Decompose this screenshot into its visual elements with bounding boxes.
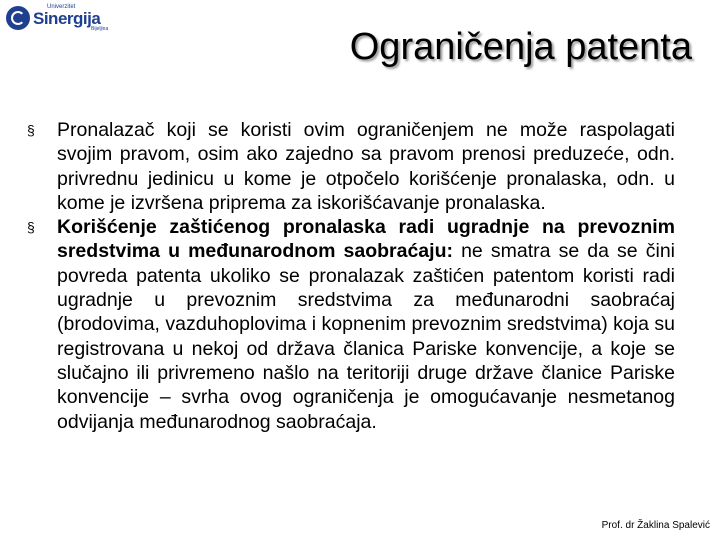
- logo-sub-text: Bijeljina: [91, 26, 109, 32]
- bullet-text: Pronalazač koji se koristi ovim ograničenjem ne može raspolagati svojim pravom, osim ako zajedno sa pravom prenosi preduzeće, odn. privrednu jedinicu u kome je otpočelo korišćenje pronalaska, odn. u kome je izvršena priprema za iskorišćavanje pronalaska.: [57, 119, 675, 214]
- bullet-text: ne smatra se da se čini povreda patenta ukoliko se pronalazak zaštićen patentom koristi radi ugradnje u prevoznim sredstvima za međunarodni saobraćaj (brodovima, vazduhoplovima i kopnenim prevoznim sredstvima) koja su registrovana u nekoj od država članica Pariske konvencije, a koje se slučajno ili privremeno našlo na teritoriji druge države članice Pariske konvencije – svrha ovog ograničenja je omogućavanje nesmetanog odvijanja međunarodnog saobraćaja.: [57, 240, 675, 433]
- bullet-marker-icon: §: [27, 122, 35, 138]
- bullet-bold-text: Korišćenje zaštićenog pronalaska radi ugradnje na prevoznim sredstvima u međunarodnom saobraćaju:: [57, 216, 675, 263]
- logo-name: Sinergija: [33, 9, 101, 28]
- author-credit: Prof. dr Žaklina Spalević: [601, 520, 710, 531]
- bullet-marker-icon: §: [27, 219, 35, 236]
- bullet-text-container: [57, 215, 675, 434]
- university-logo: [6, 4, 108, 32]
- logo-emblem-icon: [6, 6, 30, 30]
- slide-title: Ograničenja patenta: [349, 26, 692, 68]
- logo-text: [33, 4, 108, 32]
- slide-content: [27, 118, 675, 434]
- bullet-item-1: [27, 118, 675, 215]
- bullet-item-2: [27, 215, 675, 434]
- logo-small-text: Univerzitet: [47, 4, 76, 10]
